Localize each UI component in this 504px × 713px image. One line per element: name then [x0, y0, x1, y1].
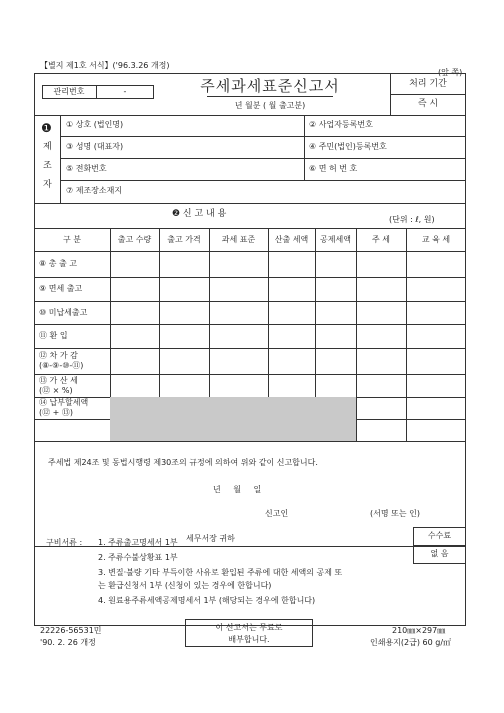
column-header: 산출 세액 — [274, 235, 309, 244]
shaded-cells — [110, 397, 356, 441]
row-label: (⑫ + ⑬) — [39, 408, 74, 417]
form-revision: '90. 2. 26 개정 — [40, 638, 96, 647]
table-cell[interactable] — [209, 251, 268, 277]
attachment-item-1: 1. 주류출고명세서 1부 — [98, 538, 178, 547]
row-label: ⑪ 환 입 — [39, 331, 68, 340]
column-header: 출고 가격 — [167, 235, 201, 244]
free-notice-line-1: 이 신고서는 무료로 — [215, 623, 283, 632]
table-cell[interactable] — [356, 397, 406, 419]
table-cell[interactable] — [110, 324, 159, 348]
mgmt-number-label: 관리번호 — [53, 87, 85, 96]
filer-side-label-1: 제 — [43, 142, 52, 152]
declaration-statement: 주세법 제24조 및 동법시행령 제30조의 규정에 의하여 위와 같이 신고합니다. — [48, 458, 318, 467]
filer-marker: ❶ — [41, 121, 52, 135]
row-label: ⑬ 가 산 세 — [39, 375, 78, 385]
business-name-field[interactable]: ① 상호 (법인명) — [66, 120, 124, 129]
table-cell[interactable] — [159, 251, 209, 277]
fee-label: 수수료 — [427, 531, 452, 540]
table-cell[interactable] — [159, 277, 209, 301]
table-cell[interactable] — [159, 348, 209, 374]
table-cell[interactable] — [406, 397, 466, 419]
row-label: (⑧-⑨-⑩-⑪) — [39, 361, 84, 370]
table-cell[interactable] — [315, 324, 356, 348]
table-cell[interactable] — [159, 324, 209, 348]
representative-name-field[interactable]: ③ 성명 (대표자) — [66, 142, 124, 151]
table-cell[interactable] — [159, 301, 209, 324]
table-cell[interactable] — [356, 324, 406, 348]
filer-side-label-3: 자 — [43, 180, 52, 190]
column-header: 출고 수량 — [117, 235, 152, 244]
table-cell[interactable] — [356, 374, 406, 397]
table-cell[interactable] — [315, 301, 356, 324]
report-heading: ❷ 신 고 내 용 — [172, 209, 227, 219]
table-cell — [159, 374, 209, 397]
signature-note[interactable]: (서명 또는 인) — [370, 509, 420, 518]
form-code: 22226-56531민 — [40, 626, 102, 635]
business-reg-number-field[interactable]: ② 사업자등록번호 — [309, 120, 373, 129]
table-cell[interactable] — [356, 251, 406, 277]
table-cell — [209, 374, 268, 397]
table-cell — [110, 374, 159, 397]
page-side-label: (앞 쪽) — [438, 68, 463, 77]
free-notice-line-2: 배부합니다. — [228, 635, 270, 644]
row-label: (⑫ × %) — [39, 385, 73, 395]
table-cell[interactable] — [406, 251, 466, 277]
attachment-item-3-cont: 는 환급신청서 1부 (신청이 있는 경우에 한합니다) — [98, 581, 272, 590]
table-cell — [268, 374, 315, 397]
row-label: ⑨ 면세 출고 — [39, 284, 83, 293]
processing-period-value: 즉 시 — [417, 99, 439, 109]
attachment-item-3: 3. 변질·불량 기타 부득이한 사유로 환입된 주류에 대한 세액의 공제 또 — [98, 568, 343, 577]
filer-side-label-2: 조 — [43, 161, 52, 171]
table-cell[interactable] — [110, 301, 159, 324]
table-cell[interactable] — [209, 277, 268, 301]
report-period[interactable]: 년 월분 ( 월 출고분) — [234, 101, 306, 110]
declarant-label: 신고인 — [265, 509, 289, 518]
table-cell[interactable] — [406, 348, 466, 374]
phone-number-field[interactable]: ⑤ 전화번호 — [66, 164, 107, 173]
table-cell[interactable] — [268, 348, 315, 374]
row-label: ⑫ 차 가 감 — [39, 351, 78, 360]
table-cell[interactable] — [356, 277, 406, 301]
attachments-label: 구비서류 : — [46, 538, 83, 547]
row-label: ⑩ 미납세출고 — [39, 307, 88, 317]
table-cell[interactable] — [209, 301, 268, 324]
table-cell[interactable] — [406, 374, 466, 397]
table-cell[interactable] — [315, 251, 356, 277]
declaration-date[interactable]: 년 월 일 — [213, 485, 262, 494]
paper-type: 인쇄용지(2급) 60 g/㎡ — [370, 638, 452, 647]
processing-period-label: 처리 기간 — [409, 79, 447, 89]
row-label: ⑭ 납부할세액 — [39, 398, 89, 407]
table-cell[interactable] — [406, 301, 466, 324]
table-cell[interactable] — [268, 251, 315, 277]
table-cell — [315, 374, 356, 397]
table-cell[interactable] — [110, 277, 159, 301]
table-cell[interactable] — [110, 348, 159, 374]
column-header: 공제세액 — [320, 235, 351, 244]
attachment-item-2: 2. 주류수불상황표 1부 — [98, 553, 178, 562]
table-cell[interactable] — [356, 301, 406, 324]
fee-value: 없 음 — [430, 549, 449, 558]
column-header: 구 분 — [63, 235, 81, 244]
table-cell[interactable] — [209, 348, 268, 374]
table-cell[interactable] — [356, 348, 406, 374]
table-cell[interactable] — [268, 324, 315, 348]
table-cell[interactable] — [406, 324, 466, 348]
table-cell[interactable] — [315, 277, 356, 301]
table-cell[interactable] — [406, 277, 466, 301]
row-label: ⑧ 총 출 고 — [39, 259, 77, 268]
table-cell[interactable] — [268, 301, 315, 324]
column-header: 과세 표준 — [221, 235, 256, 244]
recipient-line: 세무서장 귀하 — [186, 534, 235, 543]
table-cell[interactable] — [268, 277, 315, 301]
table-cell[interactable] — [110, 251, 159, 277]
table-cell[interactable] — [209, 324, 268, 348]
table-cell[interactable] — [315, 348, 356, 374]
form-reference: 【별지 제1호 서식】('96.3.26 개정) — [40, 61, 170, 70]
paper-size: 210㎜×297㎜ — [392, 626, 446, 635]
column-header: 주 세 — [372, 235, 390, 244]
resident-reg-number-field[interactable]: ④ 주민(법인)등록번호 — [309, 142, 387, 151]
license-number-field[interactable]: ⑥ 면 허 번 호 — [309, 164, 358, 173]
mgmt-number-value[interactable]: - — [123, 87, 127, 96]
factory-address-field[interactable]: ⑦ 제조장소재지 — [66, 186, 123, 195]
unit-label: (단위 : ℓ, 원) — [389, 215, 435, 224]
attachment-item-4: 4. 원료용주류세액공제명세서 1부 (해당되는 경우에 한합니다) — [98, 596, 316, 605]
column-header: 교 육 세 — [421, 235, 451, 244]
form-title: 주세과세표준신고서 — [200, 77, 340, 95]
